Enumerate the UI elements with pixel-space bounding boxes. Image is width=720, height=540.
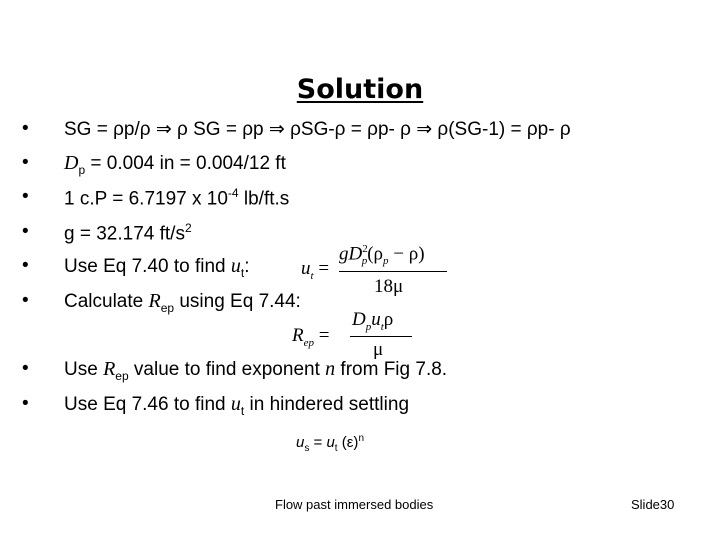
ut-denominator: 18μ: [374, 276, 404, 297]
equation-hindered-settling: $u_s = u_t$ $(\varepsilon)^n$: [296, 433, 364, 454]
bullet-marker: •: [22, 393, 29, 414]
bullet-eq-744: Calculate $R_{ep}$ using Eq 7.44:: [64, 290, 301, 315]
ut-lhs: $u_t$ =: [301, 258, 330, 282]
rep-lhs: $R_{ep}$ =: [292, 325, 330, 349]
bullet-gravity: g = 32.174 $ft/s^2$: [64, 221, 192, 245]
bullet-eq-740: Use Eq 7.40 to find $u_t$:: [64, 255, 250, 280]
rep-fraction-bar: [350, 336, 412, 337]
bullet-viscosity: 1 c.P = 6.7197 x $10^{-4}$ lb/ft.s: [64, 186, 290, 210]
bullet-marker: •: [22, 255, 29, 276]
slide-title: Solution: [296, 74, 424, 105]
bullet-marker: •: [22, 118, 29, 139]
footer-title: Flow past immersed bodies: [275, 497, 434, 512]
rep-denominator: μ: [373, 339, 384, 360]
bullet-marker: •: [22, 221, 29, 242]
rep-numerator: $D_pu_t\rho$: [352, 309, 394, 333]
bullet-sg-relation: SG = ρp/ρ ⇒ ρ SG = ρp ⇒ ρSG-ρ = ρp- ρ ⇒ ρ(SG-1) = ρp- ρ: [64, 119, 571, 140]
bullet-marker: •: [22, 358, 29, 379]
bullet-particle-diameter: $D_p = 0.004$ in = 0.004/12 ft: [64, 152, 286, 177]
bullet-marker: •: [22, 290, 29, 311]
bullet-eq-746: Use Eq 7.46 to find $u_t$ in hindered settling: [64, 393, 410, 418]
bullet-marker: •: [22, 152, 29, 173]
bullet-marker: •: [22, 186, 29, 207]
ut-fraction-bar: [339, 271, 447, 272]
slide-number: Slide30: [631, 497, 675, 512]
ut-numerator: $gD^2_p(\rho_p - \rho)$: [339, 243, 425, 268]
bullet-fig-78: Use $R_{ep}$ value to find exponent n from Fig 7.8.: [64, 358, 448, 383]
